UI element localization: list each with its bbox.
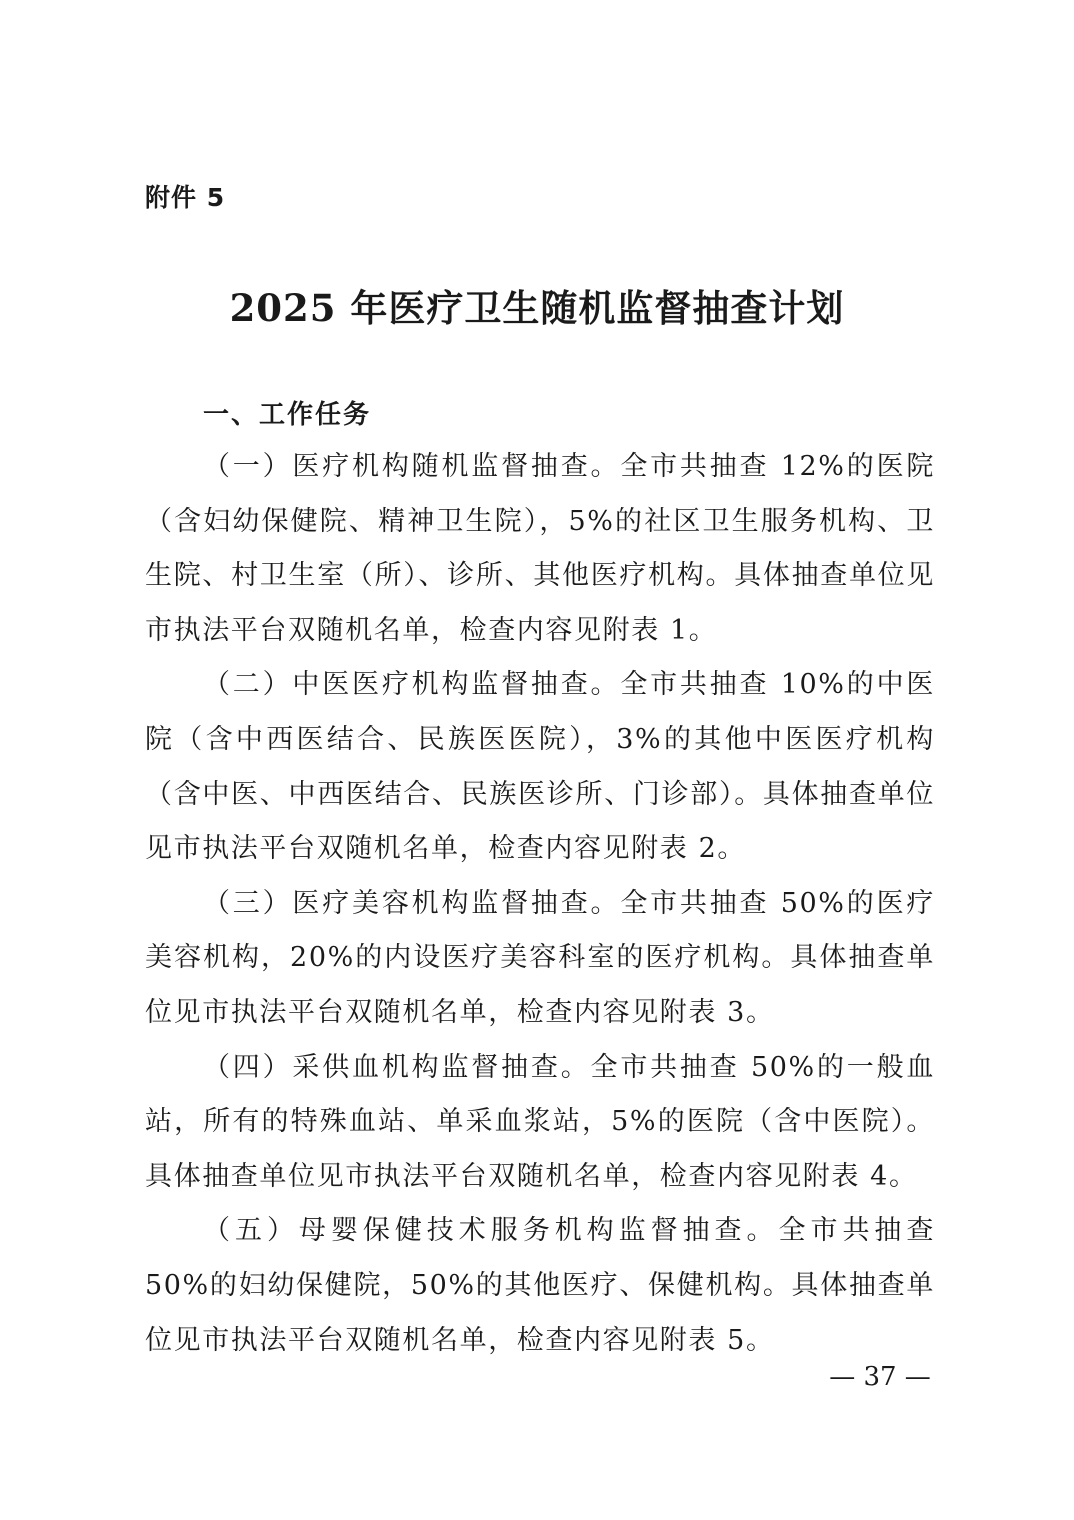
paragraph-tcm-institutions: （二）中医医疗机构监督抽查。全市共抽查 10%的中医院（含中西医结合、民族医医院），3%的其他中医医疗机构（含中医、中西医结合、民族医诊所、门诊部）。具体抽查单位见市执法平台双随机名单，检查内容见附表 2。	[145, 669, 935, 865]
paragraph-medical-beauty: （三）医疗美容机构监督抽查。全市共抽查 50%的医疗美容机构，20%的内设医疗美容科室的医疗机构。具体抽查单位见市执法平台双随机名单，检查内容见附表 3。	[145, 887, 935, 1028]
document-title: 2025 年医疗卫生随机监督抽查计划	[229, 286, 845, 330]
body-text	[145, 440, 935, 1368]
paragraph-blood-collection: （四）采供血机构监督抽查。全市共抽查 50%的一般血站，所有的特殊血站、单采血浆站，5%的医院（含中医院）。具体抽查单位见市执法平台双随机名单，检查内容见附表 4。	[145, 1051, 935, 1192]
paragraph-maternal-infant: （五）母婴保健技术服务机构监督抽查。全市共抽查 50%的妇幼保健院，50%的其他医疗、保健机构。具体抽查单位见市执法平台双随机名单，检查内容见附表 5。	[145, 1215, 935, 1356]
attachment-label: 附件 5	[145, 183, 226, 212]
paragraph-medical-institutions: （一）医疗机构随机监督抽查。全市共抽查 12%的医院（含妇幼保健院、精神卫生院），5%的社区卫生服务机构、卫生院、村卫生室（所）、诊所、其他医疗机构。具体抽查单位见市执法平台双随机名单，检查内容见附表 1。	[145, 451, 935, 646]
section-heading: 一、工作任务	[203, 400, 372, 430]
page-number: — 37 —	[829, 1362, 931, 1392]
